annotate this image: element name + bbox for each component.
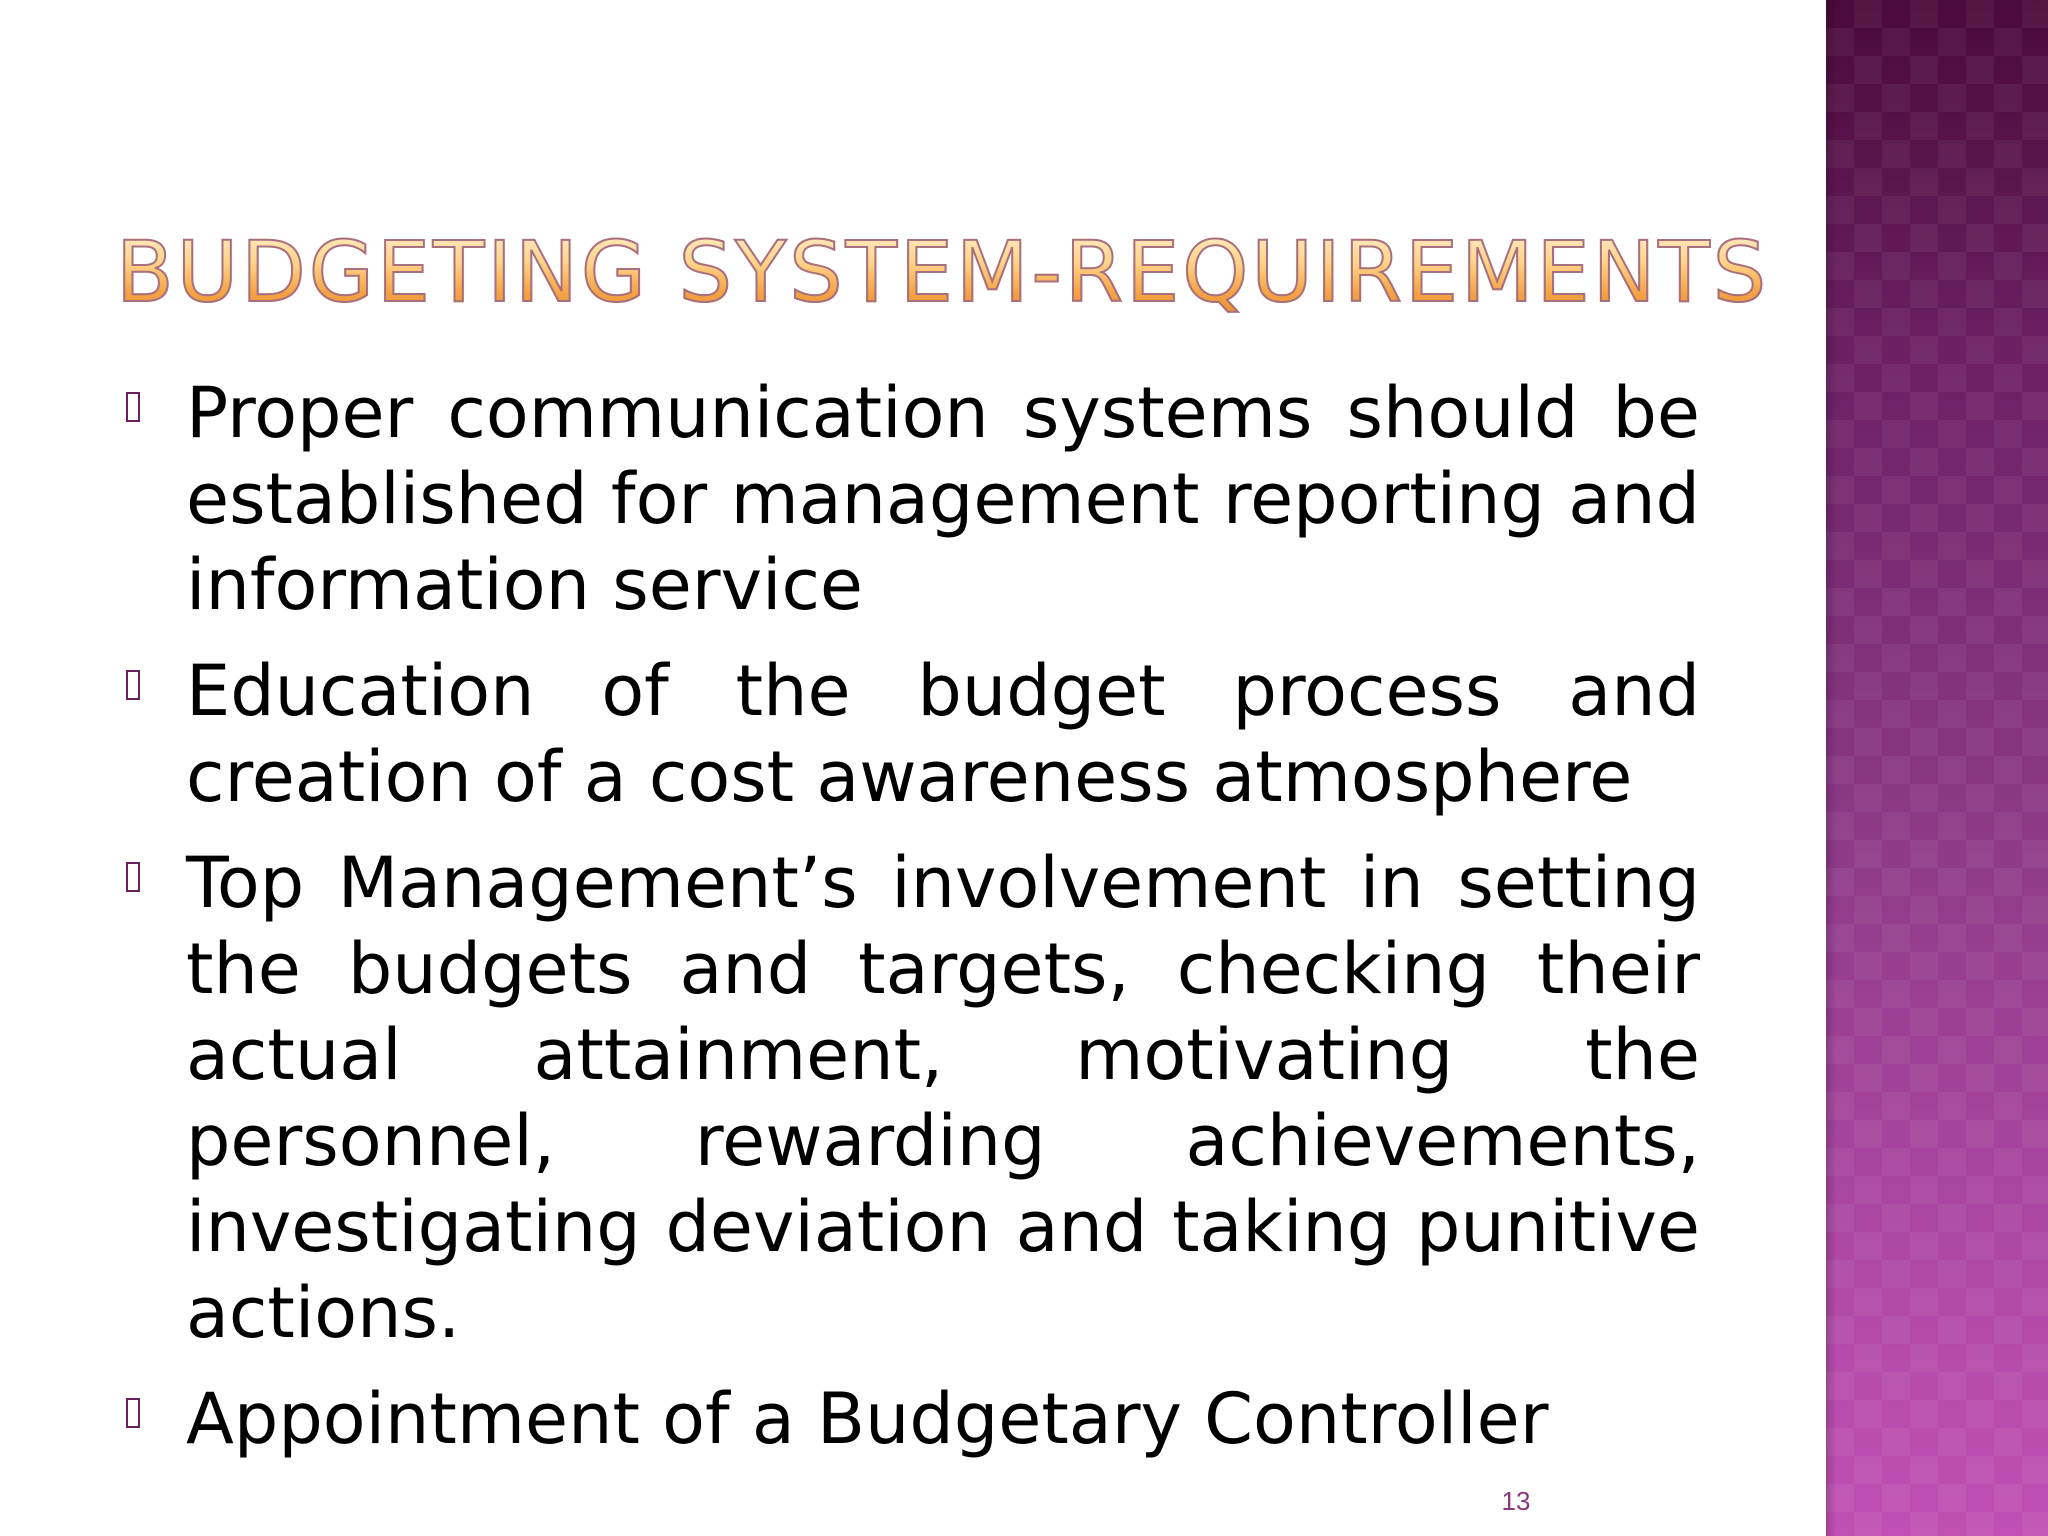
bullet-text: Proper communication systems should be established for management reporting and information service [186,372,1700,626]
square-bullet-icon [126,670,140,700]
square-bullet-icon [126,1398,140,1428]
page-number: 13 [1501,1486,1531,1516]
bullet-text: Education of the budget process and creation of a cost awareness atmosphere [186,650,1700,818]
bullet-item [120,370,1700,628]
decorative-side-band [1826,0,2048,1536]
bullet-item [120,648,1700,820]
slide-title: BUDGETING SYSTEM-REQUIREMENTS [116,222,1816,322]
bullet-list [120,370,1700,1482]
bullet-text: Top Management’s involvement in setting the budgets and targets, checking their actual attainment, motivating the personnel, rewarding achievements, investigating deviation and taking punitive actions. [186,842,1700,1354]
bullet-item [120,1376,1700,1462]
bullet-text: Appointment of a Budgetary Controller [186,1378,1549,1460]
square-bullet-icon [126,862,140,892]
bullet-item [120,840,1700,1356]
square-bullet-icon [126,392,140,422]
